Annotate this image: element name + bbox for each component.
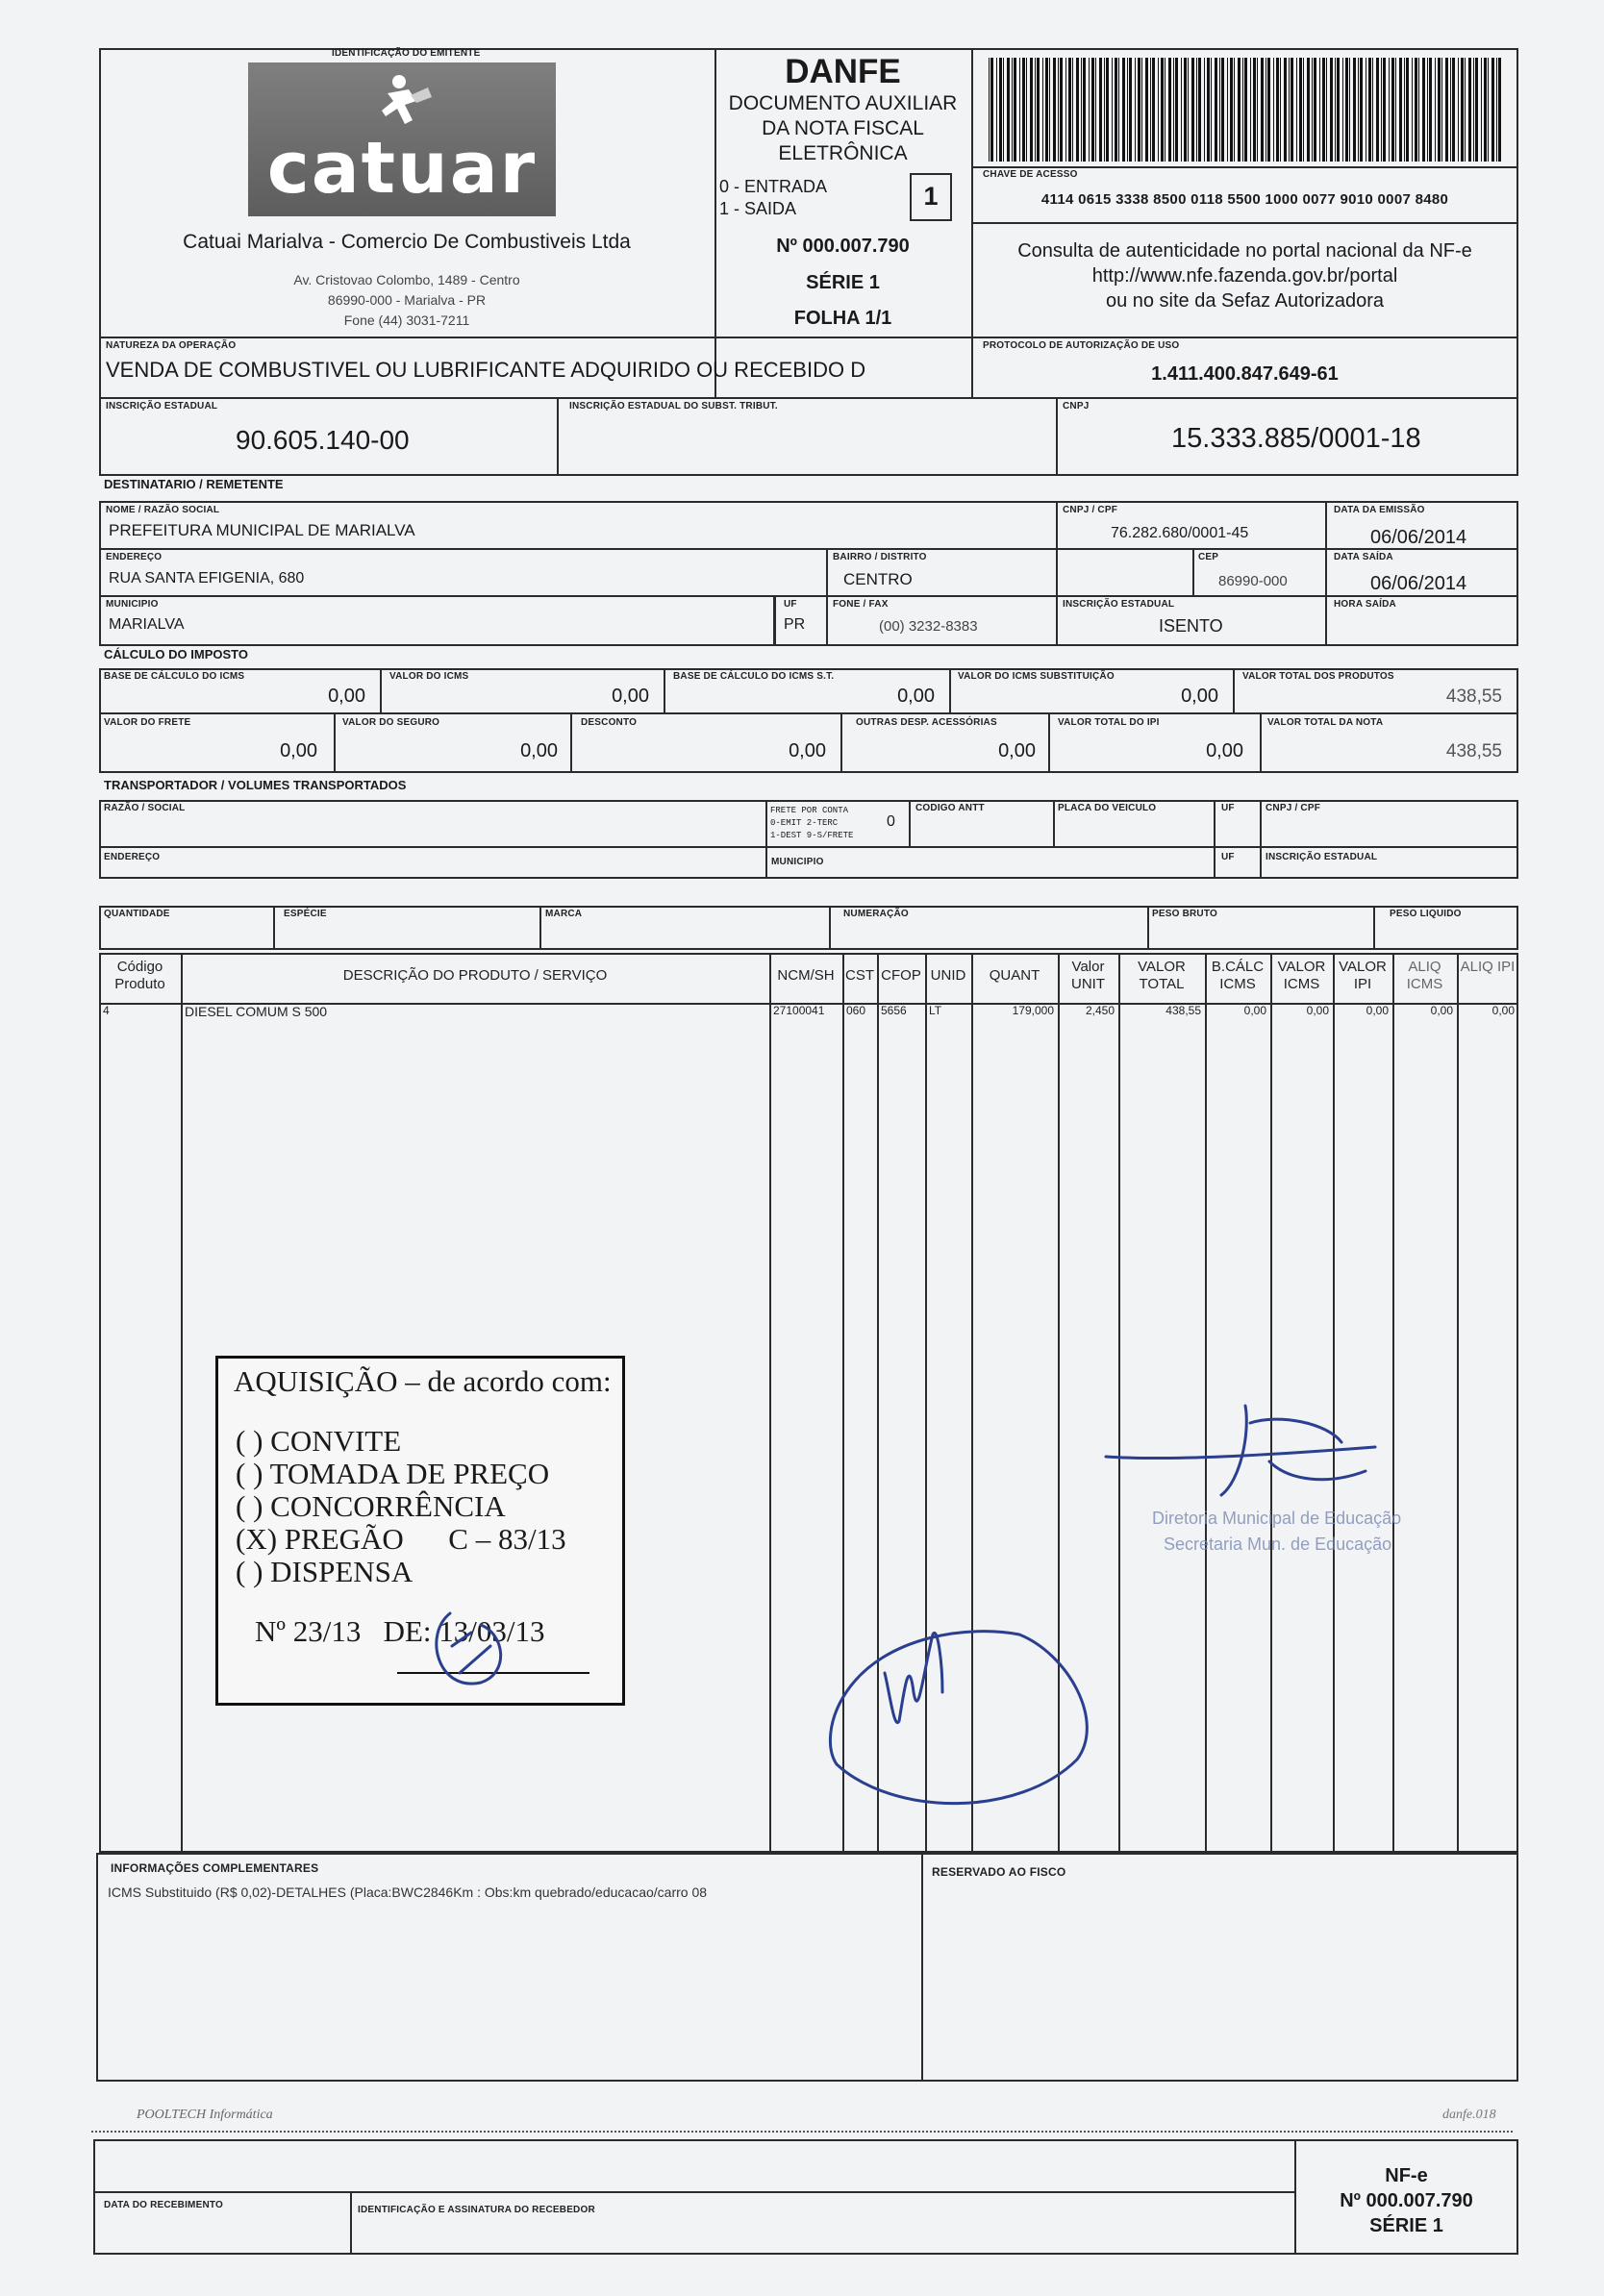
ie-value: 90.605.140-00 [236, 425, 410, 455]
total-prod: 438,55 [1445, 686, 1502, 707]
base-icms-label: BASE DE CÁLCULO DO ICMS [104, 671, 245, 682]
barcode-bar [1003, 58, 1004, 162]
barcode-bar [1091, 58, 1094, 162]
barcode-bar [1475, 58, 1478, 162]
danfe-subtitle1: DOCUMENTO AUXILIAR [728, 92, 958, 114]
frete-conta-line1: FRETE POR CONTA [770, 806, 849, 815]
barcode-bar [1014, 58, 1016, 162]
barcode-bar [996, 58, 997, 162]
info-value: ICMS Substituido (R$ 0,02)-DETALHES (Placa:BWC2846Km : Obs:km quebrado/educacao/carro 08 [108, 1884, 708, 1900]
barcode-bar [1076, 58, 1079, 162]
barcode-bar [1389, 58, 1390, 162]
barcode-bar [1399, 58, 1402, 162]
barcode-bar [1230, 58, 1233, 162]
produtos-header-10: VALOR ICMS [1277, 959, 1326, 992]
barcode-bar [1491, 58, 1494, 162]
stamp-numero: Nº 23/13 DE: 13/03/13 [255, 1614, 545, 1648]
barcode-bar [1068, 58, 1071, 162]
barcode-bar [1058, 58, 1059, 162]
barcode-bar [1312, 58, 1313, 162]
barcode-bar [1115, 58, 1117, 162]
barcode-bar [1296, 58, 1297, 162]
barcode-bar [1244, 58, 1247, 162]
barcode-bar [1127, 58, 1128, 162]
produtos-column-divider [925, 953, 927, 1853]
barcode-bar [1358, 58, 1359, 162]
barcode-bar [1175, 58, 1178, 162]
barcode-bar [1415, 58, 1417, 162]
produto-cell: 060 [846, 1004, 866, 1017]
valor-st: 0,00 [1181, 686, 1218, 707]
barcode-bar [1219, 58, 1220, 162]
barcode-bar [1468, 58, 1471, 162]
aquisicao-stamp [215, 1356, 625, 1706]
bairro-value: CENTRO [843, 570, 913, 588]
logo-text: catuar [266, 127, 538, 210]
dest-cnpj-label: CNPJ / CPF [1063, 505, 1118, 515]
frete-conta-value: 0 [887, 813, 895, 830]
barcode-bar [1026, 58, 1027, 162]
barcode-bar [1198, 58, 1201, 162]
barcode-bar [1261, 58, 1264, 162]
barcode-bar [1207, 58, 1210, 162]
barcode-bar [1342, 58, 1343, 162]
endereco-label: ENDEREÇO [106, 552, 163, 562]
barcode-bar [1441, 58, 1442, 162]
dest-ie-label: INSCRIÇÃO ESTADUAL [1063, 599, 1175, 610]
barcode-bar [1326, 58, 1327, 162]
valor-icms-label: VALOR DO ICMS [389, 671, 469, 682]
fone-value: (00) 3232-8383 [879, 618, 978, 635]
produtos-column-divider [1058, 953, 1060, 1853]
barcode-bar [1267, 58, 1270, 162]
software-name: POOLTECH Informática [137, 2108, 273, 2122]
ie-label: INSCRIÇÃO ESTADUAL [106, 401, 218, 412]
stamp-opt-dispensa: ( ) DISPENSA [236, 1555, 414, 1588]
barcode-bar [1383, 58, 1386, 162]
base-icms: 0,00 [328, 686, 365, 707]
transp-municipio-label: MUNICIPIO [771, 857, 824, 867]
danfe-saida: 1 - SAIDA [719, 199, 797, 218]
protocolo-label: PROTOCOLO DE AUTORIZAÇÃO DE USO [983, 340, 1180, 351]
produtos-header-2: NCM/SH [777, 967, 835, 984]
barcode-bar [1099, 58, 1102, 162]
barcode-bar [1322, 58, 1325, 162]
barcode-bar [1161, 58, 1164, 162]
barcode-bar [1221, 58, 1224, 162]
barcode-bar [1498, 58, 1501, 162]
barcode-bar [1104, 58, 1105, 162]
desconto-value: 0,00 [789, 740, 826, 761]
produtos-header-7: Valor UNIT [1071, 959, 1105, 992]
emissao-label: DATA DA EMISSÃO [1334, 505, 1425, 515]
outras-value: 0,00 [998, 740, 1036, 761]
chave-label: CHAVE DE ACESSO [983, 169, 1078, 180]
valor-icms: 0,00 [612, 686, 649, 707]
barcode-bar [1253, 58, 1256, 162]
dest-ie-value: ISENTO [1159, 616, 1223, 636]
produtos-header-6: QUANT [989, 967, 1040, 984]
barcode-bar [1022, 58, 1025, 162]
barcode-bar [1049, 58, 1050, 162]
barcode-bar [1404, 58, 1405, 162]
emitente-address2: 86990-000 - Marialva - PR [327, 292, 487, 308]
frete-conta-line3: 1-DEST 9-S/FRETE [770, 831, 854, 840]
company-logo [248, 62, 556, 216]
emitente-label: IDENTIFICAÇÃO DO EMITENTE [332, 48, 481, 59]
barcode-bar [1138, 58, 1140, 162]
form-code: danfe.018 [1442, 2108, 1496, 2122]
barcode-bar [1438, 58, 1441, 162]
barcode-bar [1291, 58, 1293, 162]
produtos-header-9: B.CÁLC ICMS [1211, 959, 1265, 992]
barcode-bar [1406, 58, 1409, 162]
barcode-bar [1019, 58, 1020, 162]
stamp-opt-concorrencia: ( ) CONCORRÊNCIA [236, 1489, 506, 1523]
stamp-secretaria-line1: Diretoria Municipal de Educação [1152, 1509, 1402, 1528]
produto-cell: 0,00 [1306, 1004, 1329, 1017]
barcode-bar [1135, 58, 1136, 162]
produtos-header-11: VALOR IPI [1339, 959, 1387, 992]
barcode-bar [1289, 58, 1290, 162]
barcode [983, 58, 1507, 162]
protocolo-value: 1.411.400.847.649-61 [1151, 363, 1339, 385]
barcode-bar [1145, 58, 1148, 162]
barcode-bar [1184, 58, 1187, 162]
barcode-bar [1376, 58, 1379, 162]
frete-label: VALOR DO FRETE [104, 717, 191, 728]
canhoto-serie: SÉRIE 1 [1369, 2215, 1443, 2236]
antt-label: CODIGO ANTT [915, 803, 985, 813]
saida-label: DATA SAÍDA [1334, 552, 1393, 562]
info-label: INFORMAÇÕES COMPLEMENTARES [111, 1861, 319, 1875]
base-st: 0,00 [897, 686, 935, 707]
transp-endereco-label: ENDEREÇO [104, 852, 161, 862]
canhoto-numero: Nº 000.007.790 [1340, 2190, 1473, 2211]
fisco-label: RESERVADO AO FISCO [932, 1865, 1066, 1879]
barcode-bar [1452, 58, 1455, 162]
barcode-bar [1112, 58, 1113, 162]
barcode-bar [990, 58, 993, 162]
barcode-bar [1435, 58, 1436, 162]
barcode-bar [1227, 58, 1228, 162]
produtos-header-12: ALIQ ICMS [1406, 959, 1443, 992]
barcode-bar [1458, 58, 1459, 162]
consulta-link[interactable]: http://www.nfe.fazenda.gov.br/portal [1091, 265, 1398, 287]
barcode-bar [1353, 58, 1356, 162]
barcode-bar [1007, 58, 1010, 162]
barcode-bar [1204, 58, 1205, 162]
barcode-bar [1307, 58, 1310, 162]
barcode-bar [1391, 58, 1394, 162]
barcode-bar [1429, 58, 1432, 162]
saida-value: 06/06/2014 [1370, 573, 1467, 594]
barcode-bar [1461, 58, 1464, 162]
fuel-runner-icon [368, 72, 436, 130]
barcode-bar [1496, 58, 1497, 162]
barcode-bar [1484, 58, 1487, 162]
consulta-line3: ou no site da Sefaz Autorizadora [1105, 290, 1385, 312]
danfe-serie: SÉRIE 1 [806, 272, 880, 293]
frete-value: 0,00 [280, 740, 317, 761]
placa-label: PLACA DO VEICULO [1058, 803, 1157, 813]
barcode-bar [1012, 58, 1013, 162]
danfe-subtitle2: DA NOTA FISCAL [762, 117, 924, 139]
produto-cell: 0,00 [1491, 1004, 1515, 1017]
barcode-bar [1234, 58, 1235, 162]
barcode-bar [1053, 58, 1056, 162]
chave-value: 4114 0615 3338 8500 0118 5500 1000 0077 9010 0007 8480 [1040, 191, 1449, 208]
emitente-name: Catuai Marialva - Comercio De Combustiveis Ltda [183, 231, 631, 253]
barcode-bar [1072, 58, 1073, 162]
barcode-bar [989, 58, 990, 162]
barcode-bar [1257, 58, 1258, 162]
barcode-bar [1273, 58, 1274, 162]
produtos-header-1: DESCRIÇÃO DO PRODUTO / SERVIÇO [342, 967, 608, 984]
barcode-bar [1372, 58, 1373, 162]
produtos-column-divider [1270, 953, 1272, 1853]
total-nota-label: VALOR TOTAL DA NOTA [1267, 717, 1384, 728]
emissao-value: 06/06/2014 [1370, 527, 1467, 548]
produto-descricao: DIESEL COMUM S 500 [185, 1004, 328, 1019]
barcode-bar [1211, 58, 1212, 162]
endereco-value: RUA SANTA EFIGENIA, 680 [109, 570, 305, 586]
especie-label: ESPÉCIE [284, 909, 327, 919]
produtos-header-4: CFOP [881, 967, 921, 984]
barcode-bar [1276, 58, 1279, 162]
barcode-bar [1368, 58, 1371, 162]
barcode-bar [1065, 58, 1066, 162]
barcode-bar [1319, 58, 1320, 162]
base-st-label: BASE DE CÁLCULO DO ICMS S.T. [673, 671, 835, 682]
danfe-title: DANFE [785, 53, 901, 90]
produtos-header-3: CST [845, 967, 874, 984]
canhoto-nfe: NF-e [1385, 2165, 1428, 2186]
barcode-bar [1215, 58, 1217, 162]
barcode-bar [1465, 58, 1466, 162]
produto-cell: 27100041 [773, 1004, 825, 1017]
barcode-bar [1395, 58, 1396, 162]
barcode-bar [1445, 58, 1448, 162]
transp-uf-label: UF [1221, 803, 1235, 813]
barcode-bar [1412, 58, 1413, 162]
barcode-bar [1330, 58, 1333, 162]
marca-label: MARCA [545, 909, 583, 919]
barcode-bar [1118, 58, 1119, 162]
cnpj-emitente: 15.333.885/0001-18 [1171, 423, 1421, 454]
produtos-column-divider [1457, 953, 1459, 1853]
barcode-bar [1335, 58, 1336, 162]
total-nota: 438,55 [1445, 741, 1502, 761]
produtos-column-divider [842, 953, 844, 1853]
barcode-bar [1280, 58, 1281, 162]
barcode-bar [1473, 58, 1474, 162]
stamp-opt-convite: ( ) CONVITE [236, 1424, 402, 1458]
fone-label: FONE / FAX [833, 599, 889, 610]
barcode-bar [1122, 58, 1125, 162]
barcode-bar [1158, 58, 1159, 162]
barcode-bar [1083, 58, 1086, 162]
outras-label: OUTRAS DESP. ACESSÓRIAS [856, 717, 997, 728]
barcode-bar [1349, 58, 1350, 162]
barcode-bar [1037, 58, 1040, 162]
transportador-section: TRANSPORTADOR / VOLUMES TRANSPORTADOS [104, 778, 407, 792]
barcode-bar [1427, 58, 1428, 162]
natureza-label: NATUREZA DA OPERAÇÃO [106, 340, 237, 351]
danfe-entrada: 0 - ENTRADA [719, 177, 828, 196]
produtos-header-5: UNID [930, 967, 966, 984]
dest-cnpj: 76.282.680/0001-45 [1111, 525, 1249, 541]
municipio-label: MUNICIPIO [106, 599, 159, 610]
barcode-bar [1238, 58, 1241, 162]
uf-value: PR [784, 616, 806, 633]
produto-cell: 0,00 [1366, 1004, 1389, 1017]
imposto-section: CÁLCULO DO IMPOSTO [104, 647, 248, 661]
barcode-bar [999, 58, 1002, 162]
cep-value: 86990-000 [1218, 573, 1288, 589]
valor-st-label: VALOR DO ICMS SUBSTITUIÇÃO [958, 671, 1115, 682]
produto-cell: 179,000 [1012, 1004, 1054, 1017]
barcode-bar [1422, 58, 1425, 162]
produto-cell: 438,55 [1165, 1004, 1201, 1017]
cnpj-emitente-label: CNPJ [1063, 401, 1090, 412]
barcode-bar [1060, 58, 1063, 162]
peso-bruto-label: PESO BRUTO [1152, 909, 1217, 919]
barcode-bar [1299, 58, 1302, 162]
total-prod-label: VALOR TOTAL DOS PRODUTOS [1242, 671, 1394, 682]
danfe-subtitle3: ELETRÔNICA [778, 142, 908, 164]
produtos-column-divider [1205, 953, 1207, 1853]
destinatario-section: DESTINATARIO / REMETENTE [104, 477, 284, 491]
produtos-column-divider [1392, 953, 1394, 1853]
natureza-value: VENDA DE COMBUSTIVEL OU LUBRIFICANTE ADQUIRIDO OU RECEBIDO D [106, 358, 866, 382]
barcode-bar [1150, 58, 1151, 162]
barcode-bar [1141, 58, 1142, 162]
razao-label: RAZÃO / SOCIAL [104, 803, 186, 813]
emitente-phone: Fone (44) 3031-7211 [343, 312, 470, 328]
danfe-tipo: 1 [923, 182, 939, 211]
barcode-bar [1181, 58, 1182, 162]
seguro-label: VALOR DO SEGURO [342, 717, 440, 728]
barcode-bar [1106, 58, 1109, 162]
barcode-bar [1173, 58, 1174, 162]
barcode-bar [1488, 58, 1489, 162]
ie-st-label: INSCRIÇÃO ESTADUAL DO SUBST. TRIBUT. [569, 401, 778, 412]
stamp-opt-pregao: (X) PREGÃO C – 83/13 [236, 1522, 566, 1556]
barcode-bar [1152, 58, 1155, 162]
barcode-bar [1337, 58, 1340, 162]
produtos-column-divider [1118, 953, 1120, 1853]
produtos-header-13: ALIQ IPI [1460, 959, 1516, 975]
barcode-bar [1035, 58, 1036, 162]
desconto-label: DESCONTO [581, 717, 638, 728]
nome-label: NOME / RAZÃO SOCIAL [106, 505, 220, 515]
produto-cell: 2,450 [1085, 1004, 1115, 1017]
stamp-opt-tomada: ( ) TOMADA DE PREÇO [236, 1457, 550, 1490]
barcode-bar [1360, 58, 1363, 162]
assinatura-label: IDENTIFICAÇÃO E ASSINATURA DO RECEBEDOR [358, 2205, 595, 2215]
produto-cell: 0,00 [1430, 1004, 1453, 1017]
barcode-bar [1481, 58, 1482, 162]
barcode-bar [1188, 58, 1189, 162]
ipi-label: VALOR TOTAL DO IPI [1058, 717, 1160, 728]
barcode-bar [1250, 58, 1251, 162]
produtos-column-divider [1333, 953, 1335, 1853]
barcode-bar [1418, 58, 1419, 162]
produtos-column-divider [769, 953, 771, 1853]
barcode-bar [1089, 58, 1090, 162]
barcode-bar [1284, 58, 1287, 162]
qtd-label: QUANTIDADE [104, 909, 170, 919]
barcode-bar [1191, 58, 1194, 162]
peso-liquido-label: PESO LIQUIDO [1390, 909, 1462, 919]
barcode-bar [1081, 58, 1082, 162]
produto-cell: 4 [103, 1004, 110, 1017]
recebimento-label: DATA DO RECEBIMENTO [104, 2200, 223, 2210]
transp-ie-label: INSCRIÇÃO ESTADUAL [1266, 852, 1378, 862]
cep-label: CEP [1198, 552, 1219, 562]
produtos-column-divider [877, 953, 879, 1853]
nome-value: PREFEITURA MUNICIPAL DE MARIALVA [109, 521, 415, 539]
produto-cell: LT [929, 1004, 942, 1017]
barcode-bar [1045, 58, 1048, 162]
produtos-header-0: Código Produto [114, 959, 165, 992]
barcode-bar [1450, 58, 1451, 162]
frete-conta-line2: 0-EMIT 2-TERC [770, 818, 839, 828]
bairro-label: BAIRRO / DISTRITO [833, 552, 927, 562]
consulta-line1: Consulta de autenticidade no portal nacional da NF-e [1017, 240, 1472, 262]
barcode-bar [1168, 58, 1171, 162]
transp-cnpj-label: CNPJ / CPF [1266, 803, 1321, 813]
uf-label: UF [784, 599, 797, 610]
barcode-bar [1345, 58, 1348, 162]
transp-uf2-label: UF [1221, 852, 1235, 862]
produto-cell: 5656 [881, 1004, 907, 1017]
barcode-bar [1381, 58, 1382, 162]
barcode-bar [1042, 58, 1043, 162]
barcode-bar [1314, 58, 1316, 162]
barcode-bar [1129, 58, 1132, 162]
danfe-numero: Nº 000.007.790 [776, 236, 910, 257]
cut-line [91, 2131, 1513, 2133]
emitente-address1: Av. Cristovao Colombo, 1489 - Centro [293, 272, 520, 287]
numeracao-label: NUMERAÇÃO [843, 909, 909, 919]
seguro-value: 0,00 [520, 740, 558, 761]
produto-cell: 0,00 [1243, 1004, 1266, 1017]
ipi-value: 0,00 [1206, 740, 1243, 761]
stamp-title: AQUISIÇÃO – de acordo com: [234, 1364, 612, 1398]
hora-label: HORA SAÍDA [1334, 599, 1396, 610]
barcode-bar [1196, 58, 1197, 162]
danfe-folha: FOLHA 1/1 [793, 308, 892, 329]
stamp-secretaria-line2: Secretaria Mun. de Educação [1164, 1535, 1392, 1554]
produtos-header-8: VALOR TOTAL [1138, 959, 1186, 992]
barcode-bar [1303, 58, 1304, 162]
barcode-bar [1030, 58, 1033, 162]
produtos-column-divider [971, 953, 973, 1853]
barcode-bar [1242, 58, 1243, 162]
produtos-column-divider [181, 953, 183, 1853]
barcode-bar [1095, 58, 1096, 162]
municipio-value: MARIALVA [109, 616, 185, 633]
